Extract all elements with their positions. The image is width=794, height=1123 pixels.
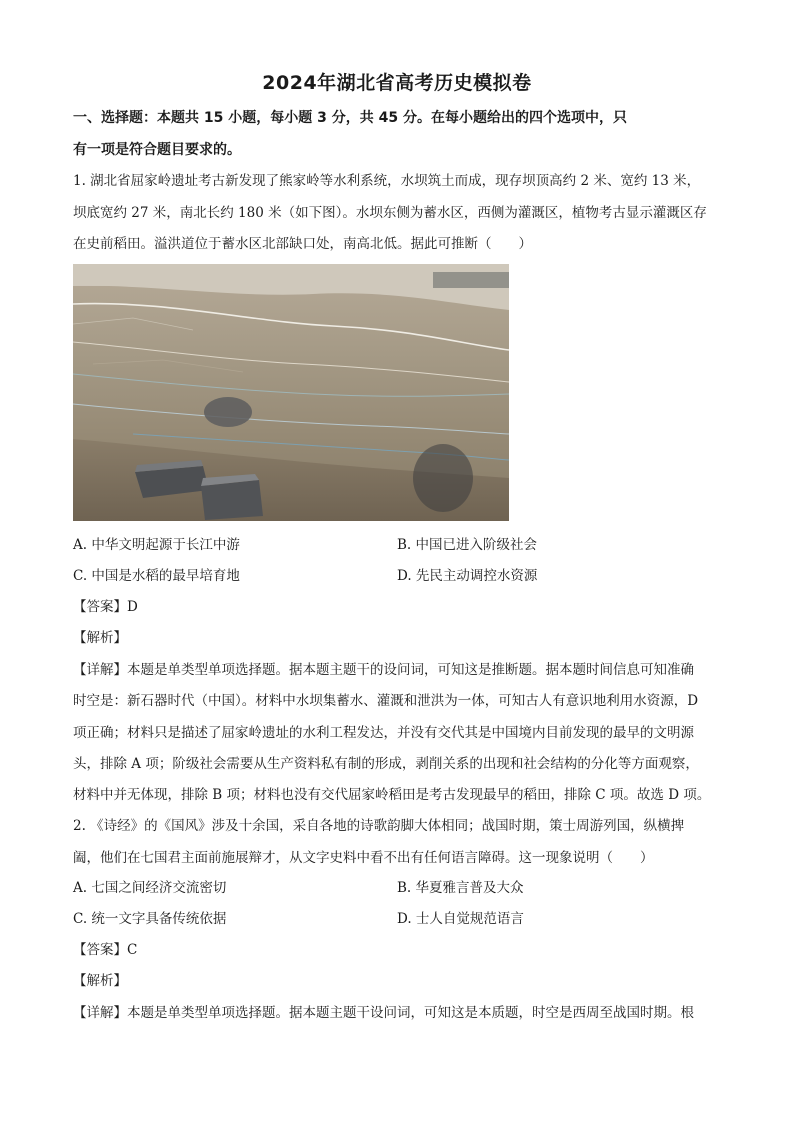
q1-option-d: D. 先民主动调控水资源 [397,568,538,584]
q1-stem-line-1: 1. 湖北省屈家岭遗址考古新发现了熊家岭等水利系统，水坝筑土而成，现存坝顶高约 2 米、宽约 13 米， [73,173,701,189]
q1-detail-line-2: 时空是：新石器时代（中国）。材料中水坝集蓄水、灌溉和泄洪为一体，可知古人有意识地利用水资源，D [73,693,699,709]
q2-option-c: C. 统一文字具备传统依据 [73,911,227,927]
q2-stem-line-1: 2. 《诗经》的《国风》涉及十余国，采自各地的诗歌韵脚大体相同；战国时期，策士周游列国，纵横捭 [73,818,685,834]
q2-option-a: A. 七国之间经济交流密切 [73,880,227,896]
q1-stem-line-2: 坝底宽约 27 米，南北长约 180 米（如下图）。水坝东侧为蓄水区，西侧为灌溉区，植物考古显示灌溉区存 [73,205,707,221]
q2-option-d: D. 士人自觉规范语言 [397,911,524,927]
q1-option-c: C. 中国是水稻的最早培育地 [73,568,240,584]
q1-detail-line-4: 头，排除 A 项；阶级社会需要从生产资料私有制的形成，剥削关系的出现和社会结构的分化等方面观察， [73,756,699,772]
q1-option-a: A. 中华文明起源于长江中游 [73,537,240,553]
q1-detail-line-1: 【详解】本题是单类型单项选择题。据本题主题干的设问词，可知这是推断题。据本题时间信息可知准确 [73,662,694,678]
q2-analysis-label: 【解析】 [73,973,127,989]
q1-analysis-label: 【解析】 [73,630,127,646]
excavation-photo [73,264,509,521]
q1-stem-line-3: 在史前稻田。溢洪道位于蓄水区北部缺口处，南高北低。据此可推断（ ） [73,236,532,252]
q2-stem-line-2: 阖，他们在七国君主面前施展辩才，从文字史料中看不出有任何语言障碍。这一现象说明（ ） [73,850,654,866]
section-heading-line-2: 有一项是符合题目要求的。 [73,142,241,158]
q1-detail-line-3: 项正确；材料只是描述了屈家岭遗址的水利工程发达，并没有交代其是中国境内目前发现的最早的文明源 [73,725,694,741]
q1-option-b: B. 中国已进入阶级社会 [397,537,538,553]
q2-option-b: B. 华夏雅言普及大众 [397,880,524,896]
section-heading-line-1: 一、选择题：本题共 15 小题，每小题 3 分，共 45 分。在每小题给出的四个选项中，只 [73,110,627,126]
q1-detail-line-5: 材料中并无体现，排除 B 项；材料也没有交代屈家岭稻田是考古发现最早的稻田，排除 C 项。故选 D 项。 [73,787,711,803]
q2-answer: 【答案】C [73,942,138,958]
q1-answer: 【答案】D [73,599,138,615]
q2-detail-line-1: 【详解】本题是单类型单项选择题。据本题主题干设问词，可知这是本质题，时空是西周至战国时期。根 [73,1005,694,1021]
page-title: 2024年湖北省高考历史模拟卷 [262,72,532,94]
